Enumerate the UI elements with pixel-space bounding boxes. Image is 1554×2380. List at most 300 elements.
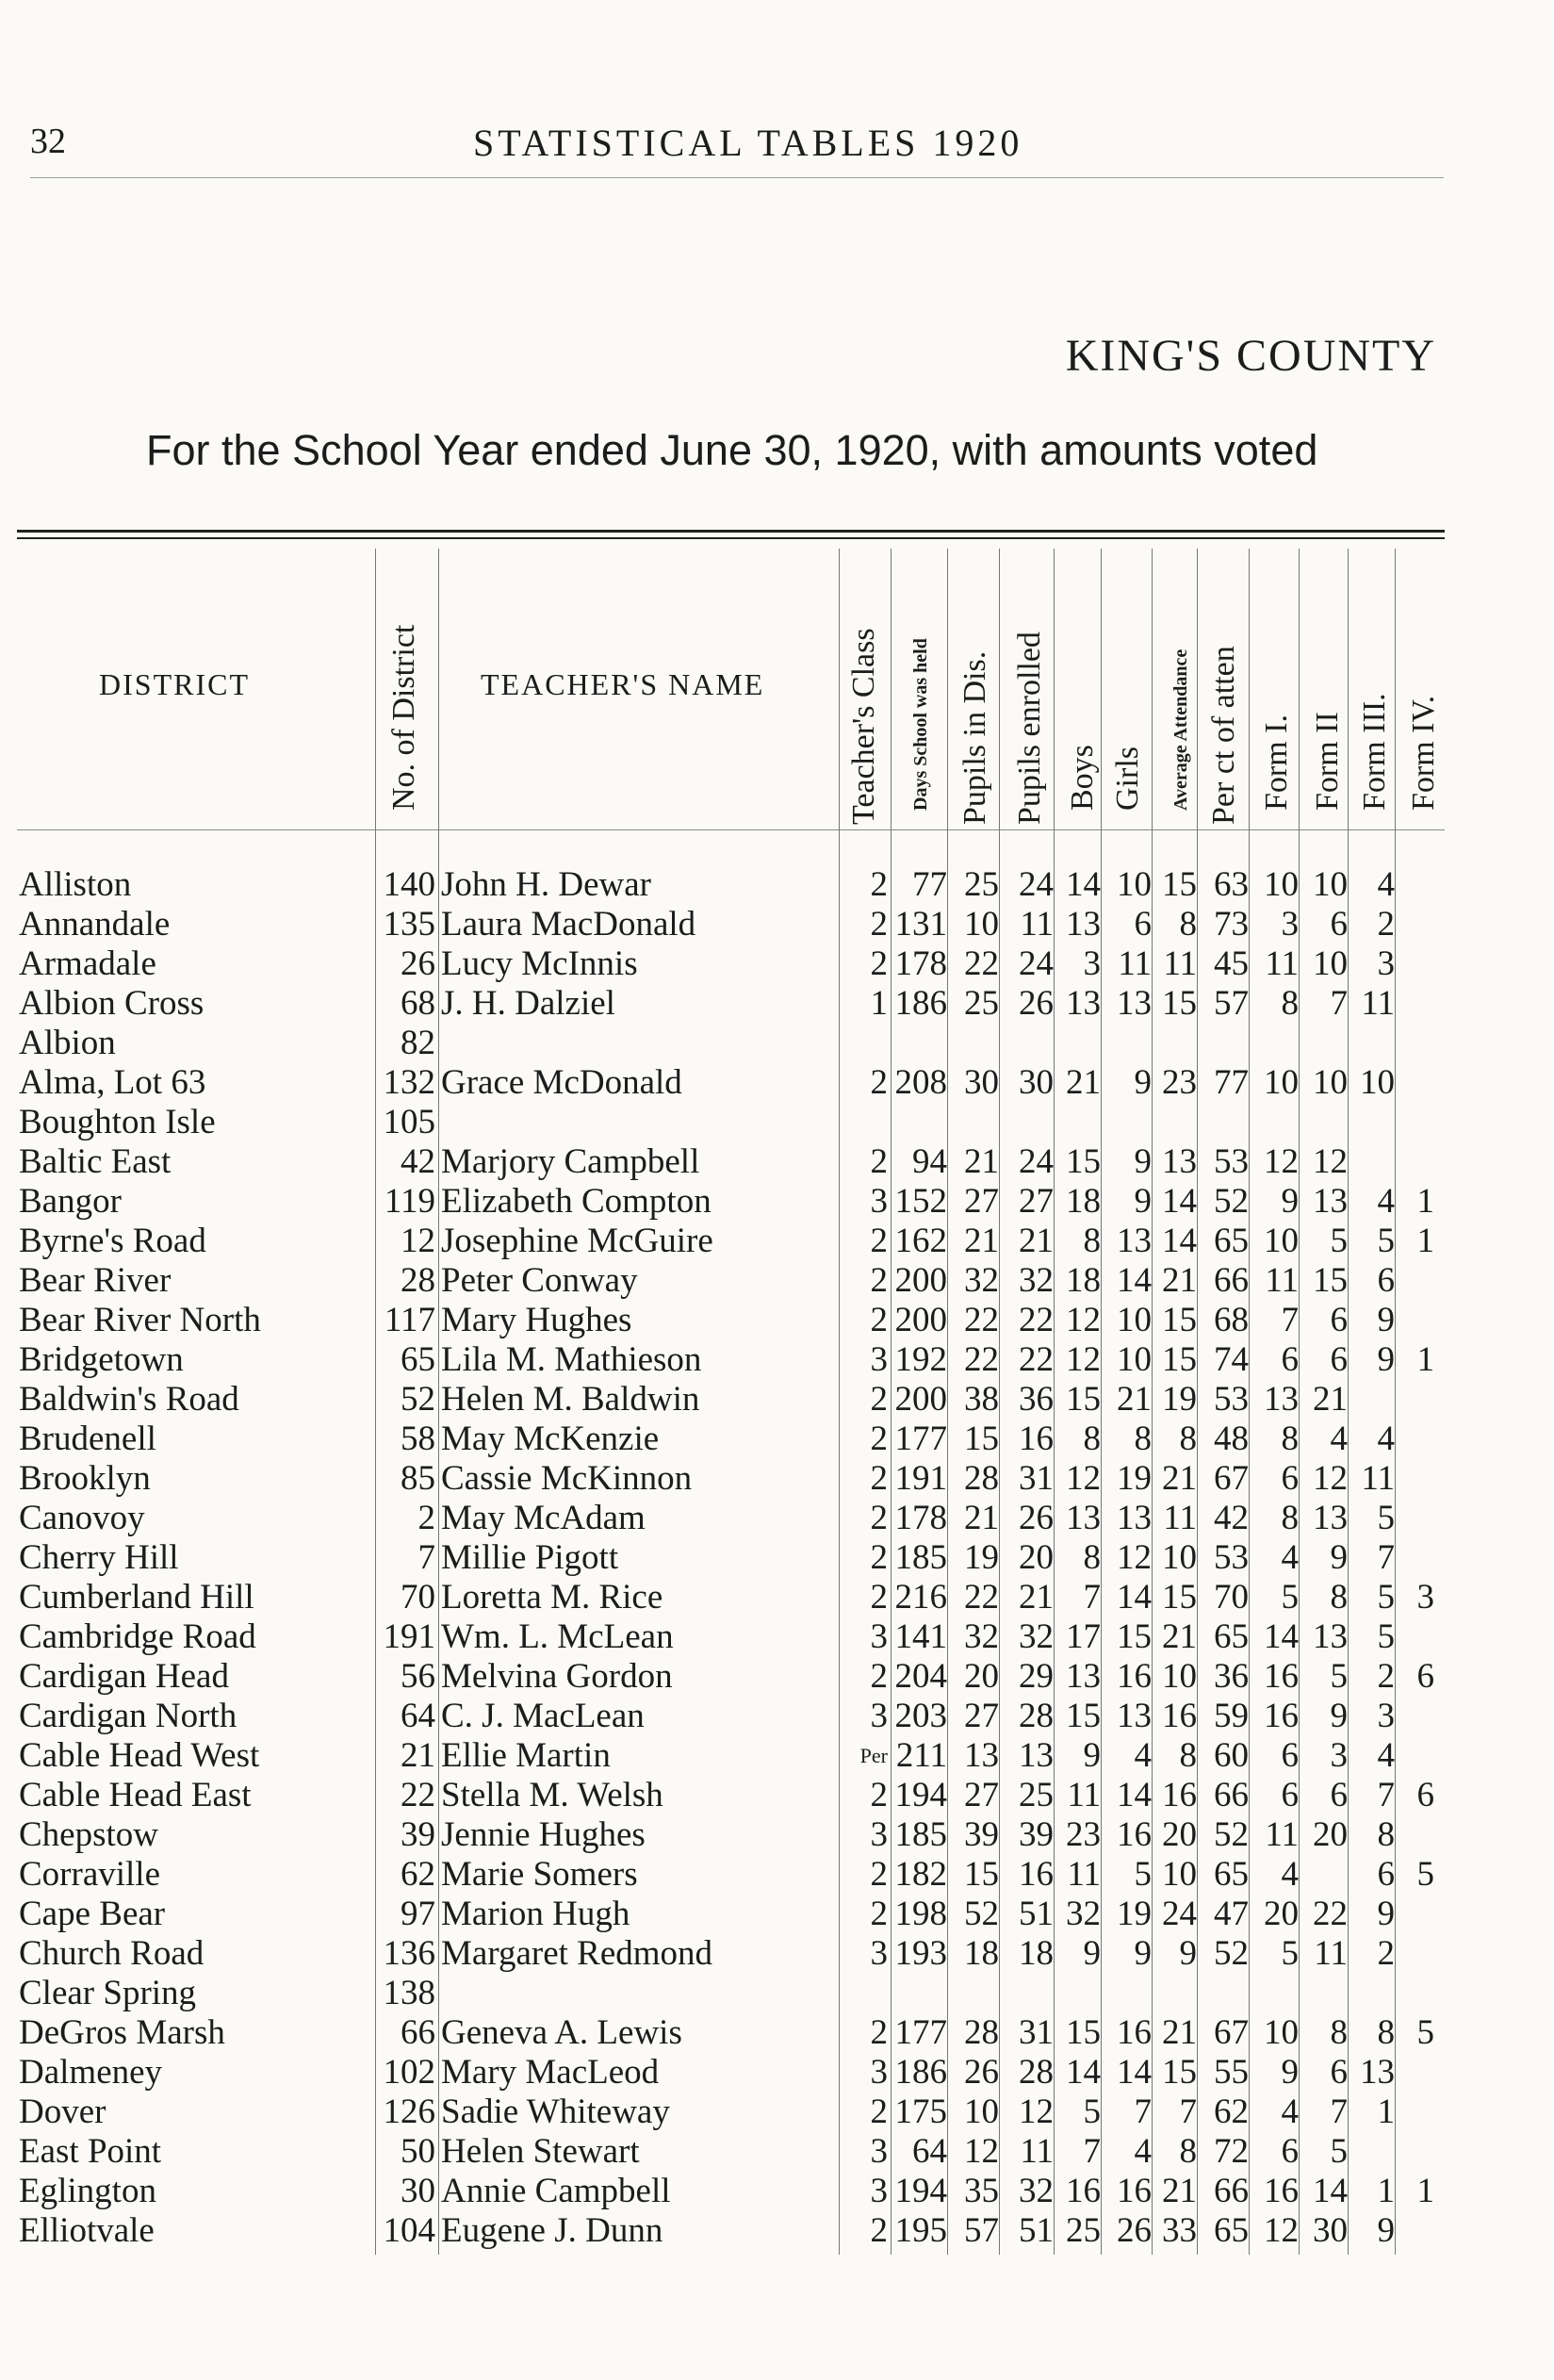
cell-girls: 14 — [1117, 1776, 1152, 1814]
table-row — [0, 1815, 1508, 1855]
district-name: Cardigan North — [19, 1697, 237, 1735]
cell-avg: 21 — [1162, 1617, 1197, 1656]
cell-dis: 26 — [964, 2053, 999, 2092]
cell-class: 2 — [870, 1222, 888, 1260]
table-row — [0, 1934, 1508, 1974]
district-name: Albion — [19, 1024, 116, 1062]
cell-dis: 21 — [964, 1222, 999, 1260]
cell-f1: 10 — [1264, 2013, 1299, 2052]
cell-f2: 7 — [1330, 2093, 1348, 2131]
cell-f4: 1 — [1416, 1222, 1434, 1260]
cell-pct: 52 — [1214, 1182, 1249, 1221]
cell-f1: 12 — [1264, 1142, 1299, 1181]
cell-f3: 3 — [1377, 1697, 1395, 1735]
table-subtitle: For the School Year ended June 30, 1920, with amounts voted — [146, 426, 1318, 474]
cell-pct: 65 — [1214, 1617, 1249, 1656]
cell-pct: 42 — [1214, 1499, 1249, 1537]
cell-dis: 28 — [964, 1459, 999, 1498]
district-name: Byrne's Road — [19, 1222, 206, 1260]
cell-girls: 13 — [1117, 984, 1152, 1023]
district-number: 26 — [401, 944, 435, 983]
table-row — [0, 1024, 1508, 1063]
cell-enr: 22 — [1019, 1301, 1054, 1339]
district-number: 191 — [383, 1617, 435, 1656]
cell-boys: 8 — [1083, 1420, 1101, 1458]
cell-days: 198 — [894, 1895, 947, 1933]
teacher-name: Mary MacLeod — [441, 2053, 660, 2092]
cell-girls: 9 — [1134, 1182, 1152, 1221]
cell-days: 200 — [894, 1261, 947, 1300]
district-name: Dover — [19, 2093, 106, 2131]
cell-avg: 15 — [1162, 1578, 1197, 1617]
cell-f3: 6 — [1377, 1261, 1395, 1300]
cell-dis: 30 — [964, 1063, 999, 1102]
cell-f2: 5 — [1330, 1657, 1348, 1696]
table-row — [0, 1617, 1508, 1657]
column-header-pupils-dis: Pupils in Dis. — [957, 650, 992, 825]
cell-f3: 2 — [1377, 1934, 1395, 1973]
cell-class: 3 — [870, 1815, 888, 1854]
cell-f2: 13 — [1313, 1617, 1348, 1656]
cell-f2: 6 — [1330, 2053, 1348, 2092]
cell-pct: 52 — [1214, 1934, 1249, 1973]
teacher-name: Melvina Gordon — [441, 1657, 673, 1696]
cell-avg: 14 — [1162, 1222, 1197, 1260]
cell-dis: 13 — [964, 1736, 999, 1775]
cell-pct: 67 — [1214, 1459, 1249, 1498]
district-number: 50 — [401, 2132, 435, 2171]
cell-enr: 12 — [1019, 2093, 1054, 2131]
district-number: 7 — [417, 1538, 435, 1577]
cell-pct: 65 — [1214, 2211, 1249, 2250]
cell-f2: 13 — [1313, 1499, 1348, 1537]
cell-f2: 9 — [1330, 1538, 1348, 1577]
cell-girls: 21 — [1117, 1380, 1152, 1419]
teacher-name: Lucy McInnis — [441, 944, 638, 983]
cell-days: 94 — [912, 1142, 947, 1181]
cell-enr: 24 — [1019, 944, 1054, 983]
cell-days: 194 — [894, 1776, 947, 1814]
cell-f1: 9 — [1281, 2053, 1299, 2092]
cell-dis: 28 — [964, 2013, 999, 2052]
table-row — [0, 1142, 1508, 1182]
cell-enr: 32 — [1019, 1261, 1054, 1300]
teacher-name: Grace McDonald — [441, 1063, 682, 1102]
cell-days: 152 — [894, 1182, 947, 1221]
district-name: Boughton Isle — [19, 1103, 216, 1141]
cell-f2: 8 — [1330, 1578, 1348, 1617]
district-name: Bridgetown — [19, 1340, 184, 1379]
cell-girls: 11 — [1118, 944, 1152, 983]
cell-enr: 11 — [1020, 2132, 1054, 2171]
cell-f3: 8 — [1377, 2013, 1395, 2052]
cell-f3: 7 — [1377, 1538, 1395, 1577]
teacher-name: Cassie McKinnon — [441, 1459, 693, 1498]
cell-days: 216 — [894, 1578, 947, 1617]
cell-pct: 72 — [1214, 2132, 1249, 2171]
cell-class: 2 — [870, 1142, 888, 1181]
cell-class: 3 — [870, 1934, 888, 1973]
top-double-rule-2 — [17, 537, 1445, 539]
table-row — [0, 1697, 1508, 1736]
cell-f3: 13 — [1360, 2053, 1395, 2092]
cell-f3: 9 — [1377, 1895, 1395, 1933]
district-number: 64 — [401, 1697, 435, 1735]
cell-pct: 63 — [1214, 865, 1249, 904]
cell-girls: 13 — [1117, 1222, 1152, 1260]
cell-pct: 48 — [1214, 1420, 1249, 1458]
district-number: 102 — [383, 2053, 435, 2092]
cell-dis: 21 — [964, 1499, 999, 1537]
cell-days: 141 — [894, 1617, 947, 1656]
cell-f1: 5 — [1281, 1934, 1299, 1973]
cell-avg: 14 — [1162, 1182, 1197, 1221]
district-name: Baldwin's Road — [19, 1380, 239, 1419]
column-header-girls: Girls — [1110, 747, 1145, 811]
cell-days: 175 — [894, 2093, 947, 2131]
cell-girls: 10 — [1117, 1340, 1152, 1379]
cell-avg: 33 — [1162, 2211, 1197, 2250]
cell-boys: 14 — [1066, 865, 1101, 904]
cell-avg: 16 — [1162, 1776, 1197, 1814]
cell-girls: 10 — [1117, 865, 1152, 904]
district-number: 22 — [401, 1776, 435, 1814]
cell-days: 195 — [894, 2211, 947, 2250]
cell-pct: 66 — [1214, 1776, 1249, 1814]
cell-f4: 1 — [1416, 2172, 1434, 2210]
cell-boys: 12 — [1066, 1340, 1101, 1379]
cell-dis: 52 — [964, 1895, 999, 1933]
teacher-name: Jennie Hughes — [441, 1815, 646, 1854]
table-row — [0, 905, 1508, 944]
cell-pct: 68 — [1214, 1301, 1249, 1339]
cell-girls: 16 — [1117, 1657, 1152, 1696]
cell-avg: 19 — [1162, 1380, 1197, 1419]
cell-boys: 32 — [1066, 1895, 1101, 1933]
cell-enr: 31 — [1019, 1459, 1054, 1498]
cell-f1: 16 — [1264, 1657, 1299, 1696]
district-name: Eglington — [19, 2172, 156, 2210]
cell-f2: 7 — [1330, 984, 1348, 1023]
teacher-name: Wm. L. McLean — [441, 1617, 674, 1656]
cell-f3: 9 — [1377, 1340, 1395, 1379]
district-number: 39 — [401, 1815, 435, 1854]
teacher-name: Annie Campbell — [441, 2172, 671, 2210]
cell-f2: 30 — [1313, 2211, 1348, 2250]
cell-class: 3 — [870, 1617, 888, 1656]
teacher-name: Elizabeth Compton — [441, 1182, 712, 1221]
cell-f1: 10 — [1264, 1063, 1299, 1102]
table-row — [0, 2132, 1508, 2172]
cell-enr: 30 — [1019, 1063, 1054, 1102]
district-name: Bear River North — [19, 1301, 261, 1339]
cell-girls: 14 — [1117, 1578, 1152, 1617]
cell-f1: 6 — [1281, 1736, 1299, 1775]
cell-class: Per — [859, 1744, 888, 1767]
district-number: 56 — [401, 1657, 435, 1696]
cell-enr: 20 — [1019, 1538, 1054, 1577]
cell-dis: 10 — [964, 905, 999, 944]
cell-f3: 4 — [1377, 1420, 1395, 1458]
column-header-boys: Boys — [1065, 745, 1100, 811]
cell-boys: 15 — [1066, 2013, 1101, 2052]
cell-f1: 11 — [1265, 944, 1299, 983]
cell-girls: 4 — [1134, 2132, 1152, 2171]
column-header-form-4: Form IV. — [1406, 695, 1441, 811]
cell-f2: 6 — [1330, 905, 1348, 944]
cell-enr: 36 — [1019, 1380, 1054, 1419]
cell-girls: 14 — [1117, 1261, 1152, 1300]
cell-dis: 25 — [964, 865, 999, 904]
cell-days: 203 — [894, 1697, 947, 1735]
cell-dis: 20 — [964, 1657, 999, 1696]
district-name: Brudenell — [19, 1420, 156, 1458]
cell-f3: 5 — [1377, 1499, 1395, 1537]
cell-f2: 12 — [1313, 1142, 1348, 1181]
district-name: Bangor — [19, 1182, 122, 1221]
district-name: Cape Bear — [19, 1895, 166, 1933]
table-row — [0, 2172, 1508, 2211]
cell-f1: 6 — [1281, 1340, 1299, 1379]
teacher-name: Loretta M. Rice — [441, 1578, 663, 1617]
teacher-name: Peter Conway — [441, 1261, 638, 1300]
cell-days: 162 — [894, 1222, 947, 1260]
cell-days: 204 — [894, 1657, 947, 1696]
cell-boys: 3 — [1083, 944, 1101, 983]
cell-boys: 21 — [1066, 1063, 1101, 1102]
column-header-avg: Average Attendance — [1170, 648, 1191, 811]
running-title: STATISTICAL TABLES 1920 — [473, 122, 1023, 164]
cell-f3: 4 — [1377, 1736, 1395, 1775]
cell-pct: 65 — [1214, 1222, 1249, 1260]
cell-boys: 17 — [1066, 1617, 1101, 1656]
district-number: 68 — [401, 984, 435, 1023]
column-header-form-3: Form III. — [1357, 693, 1392, 811]
district-number: 126 — [383, 2093, 435, 2131]
cell-f2: 13 — [1313, 1182, 1348, 1221]
table-row — [0, 2013, 1508, 2053]
district-number: 52 — [401, 1380, 435, 1419]
cell-f1: 6 — [1281, 1776, 1299, 1814]
cell-f3: 7 — [1377, 1776, 1395, 1814]
cell-class: 2 — [870, 905, 888, 944]
cell-pct: 36 — [1214, 1657, 1249, 1696]
cell-class: 2 — [870, 1578, 888, 1617]
cell-class: 2 — [870, 1301, 888, 1339]
teacher-name: Ellie Martin — [441, 1736, 611, 1775]
cell-f2: 9 — [1330, 1697, 1348, 1735]
cell-enr: 25 — [1019, 1776, 1054, 1814]
district-name: Annandale — [19, 905, 171, 944]
cell-f2: 21 — [1313, 1380, 1348, 1419]
table-row — [0, 2053, 1508, 2093]
cell-class: 3 — [870, 2053, 888, 2092]
cell-avg: 21 — [1162, 1261, 1197, 1300]
cell-class: 2 — [870, 1855, 888, 1894]
cell-days: 178 — [894, 1499, 947, 1537]
cell-class: 1 — [870, 984, 888, 1023]
column-header-district: DISTRICT — [99, 667, 250, 701]
district-name: Brooklyn — [19, 1459, 151, 1498]
cell-avg: 11 — [1163, 944, 1197, 983]
cell-class: 3 — [870, 1697, 888, 1735]
cell-boys: 5 — [1083, 2093, 1101, 2131]
cell-girls: 12 — [1117, 1538, 1152, 1577]
district-number: 132 — [383, 1063, 435, 1102]
column-header-pct: Per ct of atten — [1206, 646, 1241, 825]
cell-dis: 22 — [964, 1578, 999, 1617]
column-header-class: Teacher's Class — [846, 628, 881, 825]
cell-f2: 12 — [1313, 1459, 1348, 1498]
teacher-name: Margaret Redmond — [441, 1934, 713, 1973]
cell-f3: 9 — [1377, 1301, 1395, 1339]
district-number: 2 — [417, 1499, 435, 1537]
cell-boys: 25 — [1066, 2211, 1101, 2250]
district-number: 21 — [401, 1736, 435, 1775]
teacher-name: Marion Hugh — [441, 1895, 630, 1933]
cell-avg: 8 — [1179, 1420, 1197, 1458]
cell-enr: 24 — [1019, 865, 1054, 904]
cell-f4: 3 — [1416, 1578, 1434, 1617]
cell-days: 193 — [894, 1934, 947, 1973]
cell-enr: 51 — [1019, 1895, 1054, 1933]
table-row — [0, 865, 1508, 905]
district-name: Armadale — [19, 944, 156, 983]
cell-avg: 10 — [1162, 1538, 1197, 1577]
cell-boys: 9 — [1083, 1736, 1101, 1775]
cell-class: 2 — [870, 1420, 888, 1458]
cell-dis: 25 — [964, 984, 999, 1023]
cell-f2: 6 — [1330, 1776, 1348, 1814]
cell-f1: 3 — [1281, 905, 1299, 944]
district-name: Alma, Lot 63 — [19, 1063, 206, 1102]
cell-avg: 9 — [1179, 1934, 1197, 1973]
table-row — [0, 1301, 1508, 1340]
cell-class: 3 — [870, 1182, 888, 1221]
cell-enr: 16 — [1019, 1420, 1054, 1458]
cell-class: 2 — [870, 1063, 888, 1102]
cell-girls: 26 — [1117, 2211, 1152, 2250]
cell-class: 2 — [870, 2211, 888, 2250]
district-name: Corraville — [19, 1855, 161, 1894]
cell-avg: 16 — [1162, 1697, 1197, 1735]
district-number: 85 — [401, 1459, 435, 1498]
cell-boys: 8 — [1083, 1222, 1101, 1260]
cell-days: 185 — [894, 1538, 947, 1577]
table-row — [0, 1340, 1508, 1380]
cell-enr: 27 — [1019, 1182, 1054, 1221]
column-header-days: Days School was held — [910, 638, 931, 811]
cell-f1: 4 — [1281, 1538, 1299, 1577]
table-row — [0, 1578, 1508, 1617]
teacher-name: Marjory Campbell — [441, 1142, 700, 1181]
cell-avg: 23 — [1162, 1063, 1197, 1102]
cell-days: 177 — [894, 1420, 947, 1458]
cell-f3: 2 — [1377, 1657, 1395, 1696]
cell-pct: 53 — [1214, 1538, 1249, 1577]
cell-days: 64 — [912, 2132, 947, 2171]
teacher-name: John H. Dewar — [441, 865, 651, 904]
cell-days: 186 — [894, 2053, 947, 2092]
cell-f3: 2 — [1377, 905, 1395, 944]
cell-girls: 19 — [1117, 1459, 1152, 1498]
cell-pct: 59 — [1214, 1697, 1249, 1735]
table-row — [0, 1420, 1508, 1459]
cell-boys: 11 — [1067, 1776, 1101, 1814]
district-name: Cable Head West — [19, 1736, 260, 1775]
cell-enr: 39 — [1019, 1815, 1054, 1854]
cell-avg: 21 — [1162, 2172, 1197, 2210]
cell-f4: 5 — [1416, 2013, 1434, 2052]
cell-girls: 7 — [1134, 2093, 1152, 2131]
district-number: 104 — [383, 2211, 435, 2250]
cell-f1: 4 — [1281, 1855, 1299, 1894]
cell-dis: 22 — [964, 1340, 999, 1379]
cell-boys: 23 — [1066, 1815, 1101, 1854]
cell-pct: 66 — [1214, 2172, 1249, 2210]
cell-dis: 27 — [964, 1776, 999, 1814]
cell-f2: 8 — [1330, 2013, 1348, 2052]
table-row — [0, 1776, 1508, 1815]
cell-boys: 7 — [1083, 1578, 1101, 1617]
cell-dis: 22 — [964, 1301, 999, 1339]
cell-f4: 6 — [1416, 1776, 1434, 1814]
table-row — [0, 1855, 1508, 1895]
header-bottom-rule — [17, 829, 1445, 830]
cell-f1: 6 — [1281, 1459, 1299, 1498]
cell-avg: 8 — [1179, 1736, 1197, 1775]
district-name: Cable Head East — [19, 1776, 252, 1814]
cell-girls: 10 — [1117, 1301, 1152, 1339]
cell-avg: 10 — [1162, 1855, 1197, 1894]
cell-dis: 38 — [964, 1380, 999, 1419]
cell-enr: 18 — [1019, 1934, 1054, 1973]
cell-pct: 45 — [1214, 944, 1249, 983]
cell-pct: 47 — [1214, 1895, 1249, 1933]
cell-girls: 15 — [1117, 1617, 1152, 1656]
cell-class: 3 — [870, 2172, 888, 2210]
table-row — [0, 2211, 1508, 2251]
cell-avg: 20 — [1162, 1815, 1197, 1854]
running-header — [30, 121, 1444, 178]
district-name: Cherry Hill — [19, 1538, 179, 1577]
cell-enr: 26 — [1019, 984, 1054, 1023]
cell-girls: 14 — [1117, 2053, 1152, 2092]
cell-f1: 11 — [1265, 1815, 1299, 1854]
cell-avg: 15 — [1162, 1301, 1197, 1339]
district-number: 136 — [383, 1934, 435, 1973]
cell-class: 2 — [870, 1380, 888, 1419]
cell-enr: 51 — [1019, 2211, 1054, 2250]
district-number: 62 — [401, 1855, 435, 1894]
cell-f1: 16 — [1264, 1697, 1299, 1735]
cell-days: 208 — [894, 1063, 947, 1102]
table-row — [0, 1063, 1508, 1103]
cell-pct: 62 — [1214, 2093, 1249, 2131]
cell-f3: 5 — [1377, 1617, 1395, 1656]
cell-avg: 21 — [1162, 2013, 1197, 2052]
cell-dis: 12 — [964, 2132, 999, 2171]
teacher-name: Millie Pigott — [441, 1538, 619, 1577]
cell-class: 3 — [870, 1340, 888, 1379]
cell-f2: 11 — [1314, 1934, 1348, 1973]
cell-avg: 11 — [1163, 1499, 1197, 1537]
cell-boys: 13 — [1066, 1657, 1101, 1696]
top-double-rule-1 — [17, 530, 1445, 533]
cell-f1: 4 — [1281, 2093, 1299, 2131]
cell-days: 178 — [894, 944, 947, 983]
cell-f3: 8 — [1377, 1815, 1395, 1854]
